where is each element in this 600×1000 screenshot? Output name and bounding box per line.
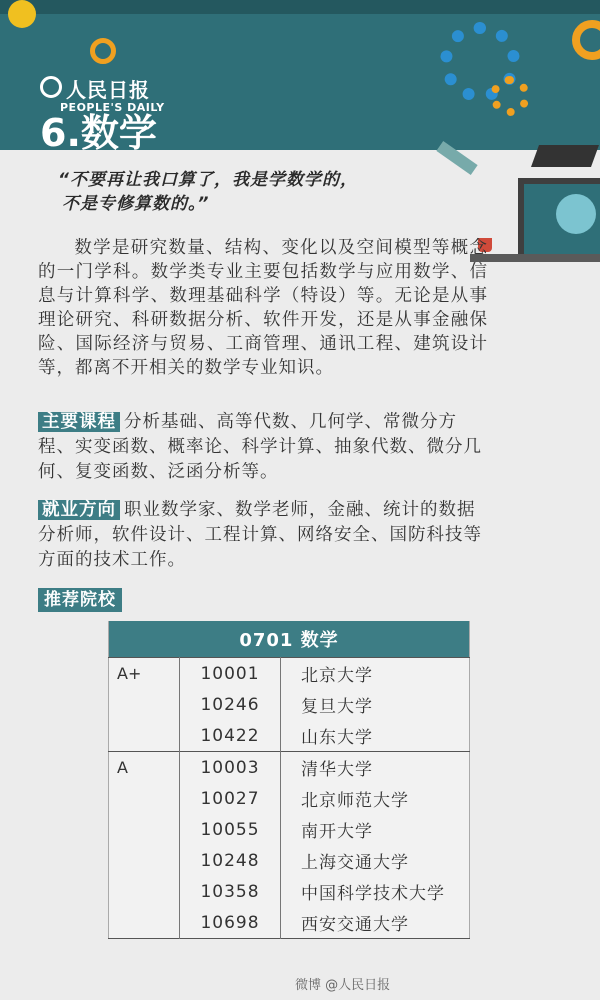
logo-en: PEOPLE'S DAILY xyxy=(60,101,165,114)
gear-icon-right xyxy=(572,20,600,60)
quote-line-2: 不是专修算数的。” xyxy=(62,194,210,214)
gear-icon-corner xyxy=(8,0,36,28)
university-table xyxy=(108,621,470,939)
globe-icon xyxy=(556,194,596,234)
university-cell: 上海交通大学 xyxy=(301,853,409,873)
university-cell: 北京大学 xyxy=(281,658,470,690)
code-cell: 10003 xyxy=(180,752,281,784)
university-cell: 复旦大学 xyxy=(301,697,373,717)
table-row xyxy=(109,752,470,784)
code-cell: 10246 xyxy=(180,689,281,720)
code-cell: 10027 xyxy=(180,783,281,814)
top-band xyxy=(0,0,600,14)
quote-line-1: “不要再让我口算了，我是学数学的， xyxy=(58,170,358,190)
code-cell: 10248 xyxy=(180,845,281,876)
table-row xyxy=(109,658,470,690)
university-cell: 中国科学技术大学 xyxy=(301,884,445,904)
courses-text: 分析基础、高等代数、几何学、常微分方程、实变函数、概率论、科学计算、抽象代数、微分几何、复变函数、泛函分析等。 xyxy=(38,412,482,482)
logo-mark-icon xyxy=(40,76,62,98)
recommend-label: 推荐院校 xyxy=(38,588,122,612)
courses-section xyxy=(38,410,488,485)
intro-text: 数学是研究数量、结构、变化以及空间模型等概念的一门学科。数学类专业主要包括数学与应用数学、信息与计算科学、数理基础科学（特设）等。无论是从事理论研究、科研数据分析、软件开发，还是从事金融保险、国际经济与贸易、工商管理、通讯工程、建筑设计等，都离不开相关的数学专业知识。 xyxy=(38,238,488,378)
page-title: 6.数学 xyxy=(40,111,157,150)
grade-cell: A xyxy=(109,752,180,939)
logo-cn: 人民日报 xyxy=(66,78,150,102)
university-cell: 清华大学 xyxy=(281,752,470,784)
graduation-cap-icon xyxy=(531,145,599,167)
careers-section xyxy=(38,498,488,573)
code-cell: 10358 xyxy=(180,876,281,907)
intro-paragraph xyxy=(38,236,488,380)
careers-text: 职业数学家、数学老师，金融、统计的数据分析师，软件设计、工程计算、网络安全、国防科技等方面的技术工作。 xyxy=(38,500,482,570)
gear-icon-left xyxy=(90,38,116,64)
university-cell: 西安交通大学 xyxy=(301,915,409,935)
watermark: 微博 @人民日报 xyxy=(295,978,391,993)
university-cell: 南开大学 xyxy=(301,822,373,842)
header-banner xyxy=(0,0,600,150)
code-cell: 10001 xyxy=(180,658,281,690)
code-cell: 10422 xyxy=(180,720,281,752)
careers-label: 就业方向 xyxy=(38,500,120,520)
gear-icon-small xyxy=(490,76,530,116)
laptop-base xyxy=(470,254,600,262)
grade-cell: A+ xyxy=(109,658,180,752)
code-cell: 10055 xyxy=(180,814,281,845)
code-cell: 10698 xyxy=(180,907,281,939)
quote xyxy=(58,168,358,216)
courses-label: 主要课程 xyxy=(38,412,120,432)
university-cell: 山东大学 xyxy=(301,728,373,748)
table-title: 0701 数学 xyxy=(109,621,470,658)
university-cell: 北京师范大学 xyxy=(301,791,409,811)
